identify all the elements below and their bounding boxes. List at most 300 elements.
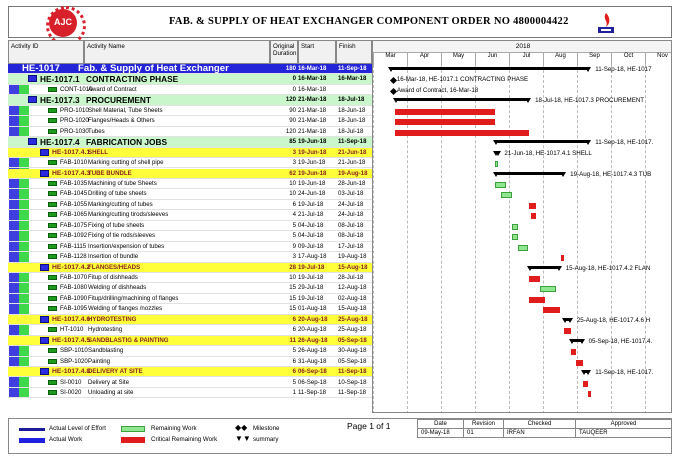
start-date: 17-Aug-18 — [298, 253, 327, 261]
task-icon — [48, 306, 57, 311]
activity-name: TUBE BUNDLE — [88, 169, 132, 177]
duration: 0 — [292, 85, 296, 93]
start-date: 06-Sep-18 — [298, 368, 327, 376]
task-bar[interactable] — [529, 203, 536, 209]
start-date: 26-Aug-18 — [298, 336, 328, 344]
activity-row[interactable] — [8, 283, 372, 293]
activity-row[interactable] — [8, 294, 372, 304]
wbs-summary-row[interactable] — [8, 64, 372, 74]
finish-date: 08-Jul-18 — [338, 221, 364, 229]
duration: 0 — [292, 75, 296, 83]
activity-row[interactable] — [8, 116, 372, 126]
bar-label: 15-Aug-18, HE-1017.4.2 FLAN — [565, 264, 651, 272]
month-gridline — [543, 65, 544, 413]
activity-row[interactable] — [8, 273, 372, 283]
activity-name: Painting — [88, 357, 111, 365]
task-bar[interactable] — [495, 182, 506, 188]
task-icon — [48, 202, 57, 207]
bar-label: Award of Contract, 16-Mar-18 — [396, 86, 479, 94]
activity-id: HE-1017.4.2 — [52, 263, 91, 271]
activity-row[interactable] — [8, 106, 372, 116]
activity-row[interactable] — [8, 357, 372, 367]
start-date: 19-Jul-18 — [298, 200, 324, 208]
finish-date: 24-Jul-18 — [338, 200, 364, 208]
finish-date: 05-Sep-18 — [338, 336, 367, 344]
task-icon — [48, 87, 57, 92]
activity-row[interactable] — [8, 378, 372, 388]
summary-bar[interactable] — [495, 140, 589, 143]
task-bar[interactable] — [512, 234, 518, 240]
activity-id: CONT-1010 — [60, 85, 93, 93]
task-icon — [48, 212, 57, 217]
footer-header-revision: Revision — [464, 420, 504, 429]
activity-id: FAB-1092 — [60, 232, 88, 240]
activity-row[interactable] — [8, 304, 372, 314]
activity-id: FAB-1095 — [60, 305, 88, 313]
finish-date: 11-Sep-18 — [338, 138, 367, 146]
activity-id: FAB-1010 — [60, 159, 88, 167]
task-bar[interactable] — [540, 286, 556, 292]
page-number: Page 1 of 1 — [347, 421, 391, 431]
activity-name: Award of Contract — [88, 85, 137, 93]
month-header: Nov — [645, 53, 672, 65]
bar-label: 25-Aug-18, HE-1017.4.6 H — [576, 316, 651, 324]
activity-id: FAB-1075 — [60, 221, 88, 229]
activity-id: FAB-1090 — [60, 294, 88, 302]
month-header: Oct — [611, 53, 645, 65]
duration: 90 — [289, 117, 296, 125]
col-original-duration[interactable]: Original Duration — [270, 40, 298, 64]
start-date: 20-Aug-18 — [298, 315, 328, 323]
footer-approved: TAUQEER — [576, 429, 672, 438]
duration: 120 — [285, 127, 296, 135]
milestone-icon: ◆◆ — [235, 423, 248, 432]
report-header — [8, 6, 672, 38]
start-date: 09-Jul-18 — [298, 242, 324, 250]
duration: 9 — [292, 242, 296, 250]
bar-label: 11-Sep-18, HE-1017 — [595, 66, 652, 73]
activity-id: HE-1017.3 — [40, 95, 80, 106]
duration: 11 — [289, 336, 296, 344]
month-gridline — [407, 65, 408, 413]
activity-id: SI-0010 — [60, 378, 82, 386]
task-icon — [48, 191, 57, 196]
task-icon — [48, 285, 57, 290]
critical-swatch — [121, 437, 145, 443]
finish-date: 21-Jun-18 — [338, 148, 367, 156]
legend-summary: summary — [253, 436, 279, 443]
milestone-marker[interactable] — [390, 77, 397, 84]
activity-id: SI-0020 — [60, 388, 82, 396]
wbs-summary-row[interactable] — [8, 336, 372, 346]
start-date: 24-Jun-18 — [298, 190, 326, 198]
activity-name: Flanges/Heads & Others — [88, 117, 155, 125]
activity-name: Fixing of tie rods/sleeves — [88, 232, 156, 240]
finish-date: 25-Aug-18 — [338, 326, 367, 334]
wbs-icon — [28, 138, 37, 145]
activity-id: HE-1017.1 — [40, 74, 80, 85]
month-gridline — [475, 65, 476, 413]
task-bar[interactable] — [564, 328, 571, 334]
duration: 15 — [289, 294, 296, 302]
activity-id: FAB-1055 — [60, 200, 88, 208]
duration: 90 — [289, 106, 296, 114]
start-date: 06-Sep-18 — [298, 378, 327, 386]
duration: 5 — [292, 232, 296, 240]
activity-name: PROCUREMENT — [86, 95, 151, 106]
start-date: 04-Jul-18 — [298, 232, 324, 240]
start-date: 01-Aug-18 — [298, 305, 327, 313]
footer-checked: IRFAN — [504, 429, 576, 438]
legend-critical: Critical Remaining Work — [151, 436, 218, 443]
task-bar[interactable] — [576, 360, 582, 366]
duration: 6 — [292, 326, 296, 334]
wbs-icon — [40, 368, 49, 375]
start-date: 21-Mar-18 — [298, 106, 327, 114]
finish-date: 15-Aug-18 — [338, 305, 367, 313]
activity-row[interactable] — [8, 242, 372, 252]
legend-milestone: Milestone — [253, 425, 280, 432]
task-bar[interactable] — [395, 119, 495, 125]
activity-name: Welding of flanges /nozzles — [88, 305, 163, 313]
task-bar[interactable] — [571, 349, 577, 355]
month-header: Aug — [543, 53, 577, 65]
activity-row[interactable] — [8, 210, 372, 220]
task-icon — [48, 160, 57, 165]
month-header: Sep — [577, 53, 611, 65]
wbs-summary-row[interactable] — [8, 148, 372, 158]
activity-row[interactable] — [8, 158, 372, 168]
task-icon — [48, 233, 57, 238]
finish-date: 19-Aug-18 — [338, 253, 367, 261]
start-date: 19-Jun-18 — [298, 179, 326, 187]
wbs-icon — [40, 149, 49, 156]
activity-row[interactable] — [8, 127, 372, 137]
activity-name: Unloading at site — [88, 388, 134, 396]
month-header: Jul — [509, 53, 543, 65]
activity-name: Fitup/drilling/machining of flanges — [88, 294, 179, 302]
footer-revision: 01 — [464, 429, 504, 438]
task-bar[interactable] — [395, 109, 495, 115]
task-bar[interactable] — [583, 381, 589, 387]
finish-date: 21-Jun-18 — [338, 159, 366, 167]
activity-id: HE-1017.4.5 — [52, 336, 91, 344]
activity-id: PRO-1020 — [60, 117, 89, 125]
activity-name: Insertion/expension of tubes — [88, 242, 165, 250]
start-date: 20-Aug-18 — [298, 326, 327, 334]
duration: 10 — [289, 179, 296, 187]
col-activity-id[interactable]: Activity ID — [8, 40, 84, 64]
activity-row[interactable] — [8, 189, 372, 199]
activity-name: Drilling of tube sheets — [88, 190, 147, 198]
duration: 1 — [292, 388, 296, 396]
activity-name: Delivery at Site — [88, 378, 129, 386]
activity-row[interactable] — [8, 325, 372, 335]
month-gridline — [373, 65, 374, 413]
finish-date: 11-Sep-18 — [338, 64, 366, 74]
task-bar[interactable] — [543, 307, 560, 313]
bar-label: 11-Sep-18, HE-1017. — [595, 139, 654, 147]
finish-date: 28-Jul-18 — [338, 274, 364, 281]
activity-name: CONTRACTING PHASE — [86, 74, 179, 85]
bar-label: 19-Aug-18, HE-1017.4.3 TUB — [570, 170, 652, 178]
task-icon — [48, 380, 57, 385]
wbs-icon — [28, 96, 37, 103]
finish-date: 05-Sep-18 — [338, 357, 367, 365]
year-header: 2018 — [373, 41, 672, 53]
task-bar[interactable] — [588, 391, 591, 397]
month-gridline — [509, 65, 510, 413]
finish-date: 10-Sep-18 — [338, 378, 367, 386]
wbs-summary-row[interactable] — [8, 137, 372, 147]
duration: 5 — [292, 221, 296, 229]
duration: 3 — [292, 253, 296, 261]
activity-name: DELIVERY AT SITE — [88, 368, 143, 376]
duration: 5 — [292, 347, 296, 355]
activity-name: Shell Material, Tube Sheets — [88, 106, 163, 114]
duration: 15 — [289, 284, 296, 292]
start-date: 21-Mar-18 — [298, 117, 327, 125]
duration: 120 — [285, 96, 296, 104]
bar-label: 21-Jun-18, HE-1017.4.1 SHELL — [504, 149, 592, 157]
task-icon — [48, 108, 57, 113]
start-date: 21-Jul-18 — [298, 211, 324, 219]
activity-name: FLANGES/HEADS — [88, 263, 141, 271]
duration: 28 — [289, 263, 296, 271]
finish-date: 11-Sep-18 — [338, 388, 367, 396]
start-date: 19-Jun-18 — [298, 138, 327, 146]
start-date: 19-Jul-18 — [298, 294, 324, 302]
summary-bar[interactable] — [583, 370, 590, 373]
activity-row[interactable] — [8, 221, 372, 231]
finish-date: 30-Aug-18 — [338, 347, 367, 355]
activity-id: HE-1017 — [22, 64, 60, 74]
activity-id: PRO-1030 — [60, 127, 89, 135]
company-logo: AJC — [49, 9, 77, 37]
summary-icon: ▼▼ — [235, 434, 251, 443]
task-icon — [48, 327, 57, 332]
legend-actual-work: Actual Work — [49, 436, 83, 443]
start-date: 31-Aug-18 — [298, 357, 327, 365]
activity-name: Machining of tube Sheets — [88, 179, 157, 187]
start-date: 19-Jun-18 — [298, 148, 327, 156]
legend-remaining: Remaining Work — [151, 425, 197, 432]
activity-name: Sandblasting — [88, 347, 124, 355]
start-date: 04-Jul-18 — [298, 221, 324, 229]
task-bar[interactable] — [529, 297, 545, 303]
finish-date: 11-Sep-18 — [338, 368, 367, 376]
summary-bar[interactable] — [571, 339, 583, 342]
task-icon — [48, 223, 57, 228]
activity-id: FAB-1045 — [60, 190, 88, 198]
activity-name: Marking/cutting tirods/sleeves — [88, 211, 169, 219]
gantt-chart — [372, 40, 672, 413]
actual-work-swatch — [19, 438, 45, 443]
activity-row[interactable] — [8, 346, 372, 356]
wbs-icon — [28, 75, 37, 82]
duration: 85 — [289, 138, 296, 146]
summary-bar[interactable] — [495, 172, 564, 175]
wbs-summary-row[interactable] — [8, 367, 372, 377]
bar-label: 11-Sep-18, HE-1017. — [595, 369, 654, 377]
start-date: 19-Jun-18 — [298, 159, 326, 167]
task-bar[interactable] — [518, 245, 528, 251]
duration: 15 — [289, 305, 296, 313]
task-icon — [48, 390, 57, 395]
activity-id: PRO-1010 — [60, 106, 89, 114]
activity-name: Fitup of dishheads — [88, 274, 138, 281]
activity-row[interactable] — [8, 252, 372, 262]
wbs-summary-row[interactable] — [8, 95, 372, 105]
activity-row[interactable] — [8, 231, 372, 241]
task-icon — [48, 296, 57, 301]
activity-id: FAB-1128 — [60, 253, 87, 261]
month-header: Apr — [407, 53, 441, 65]
start-date: 16-Mar-18 — [298, 85, 327, 93]
duration: 6 — [292, 315, 296, 323]
summary-bar[interactable] — [395, 98, 529, 101]
col-activity-name[interactable]: Activity Name — [84, 40, 270, 64]
start-date: 26-Aug-18 — [298, 347, 327, 355]
footer-header-date: Date — [418, 420, 464, 429]
legend-actual-level: Actual Level of Effort — [49, 425, 106, 432]
col-start[interactable]: Start — [298, 40, 336, 64]
activity-id: SBP-1010 — [60, 347, 88, 355]
wbs-summary-row[interactable] — [8, 169, 372, 179]
month-gridline — [611, 65, 612, 413]
task-icon — [48, 244, 57, 249]
activity-row[interactable] — [8, 200, 372, 210]
activity-row[interactable] — [8, 179, 372, 189]
finish-date: 25-Aug-18 — [338, 315, 368, 323]
activity-name: Fixing of tube sheets — [88, 221, 145, 229]
start-date: 21-Mar-18 — [298, 96, 327, 104]
client-logo-icon — [595, 11, 617, 35]
start-date: 11-Sep-18 — [298, 388, 327, 396]
remaining-swatch — [121, 426, 145, 432]
wbs-summary-row[interactable] — [8, 263, 372, 273]
duration: 10 — [289, 190, 296, 198]
wbs-summary-row[interactable] — [8, 74, 372, 84]
activity-id: HE-1017.4.8 — [52, 368, 91, 376]
activity-name: Marking/cutting of tubes — [88, 200, 153, 208]
summary-bar[interactable] — [529, 266, 560, 269]
activity-id: FAB-1065 — [60, 211, 88, 219]
bar-label: 18-Jul-18, HE-1017.3 PROCUREMENT — [535, 97, 645, 105]
task-bar[interactable] — [529, 276, 540, 282]
activity-id: FAB-1035 — [60, 179, 88, 187]
duration: 4 — [292, 211, 296, 219]
activity-row[interactable] — [8, 388, 372, 398]
month-header: Jun — [475, 53, 509, 65]
finish-date: 19-Aug-18 — [338, 169, 368, 177]
task-bar[interactable] — [512, 224, 518, 230]
finish-date: 17-Jul-18 — [338, 242, 364, 250]
finish-date: 03-Jul-18 — [338, 190, 364, 198]
activity-id: HT-1010 — [60, 326, 84, 334]
duration: 6 — [292, 368, 296, 376]
finish-date: 28-Jun-18 — [338, 179, 366, 187]
summary-bar[interactable] — [495, 151, 499, 154]
start-date: 19-Jul-18 — [298, 263, 325, 271]
wbs-icon — [40, 316, 49, 323]
duration: 3 — [292, 148, 296, 156]
month-gridline — [441, 65, 442, 413]
task-bar[interactable] — [561, 255, 564, 261]
month-header: Mar — [373, 53, 407, 65]
summary-bar[interactable] — [564, 318, 571, 321]
activity-name: Hydrotesting — [88, 326, 123, 334]
wbs-icon — [40, 264, 49, 271]
task-bar[interactable] — [395, 130, 529, 136]
duration: 180 — [270, 64, 296, 74]
task-bar[interactable] — [495, 161, 498, 167]
task-bar[interactable] — [501, 192, 513, 198]
activity-id: HE-1017.4.1 — [52, 148, 91, 156]
activity-name: SANDBLASTIG & PAINTING — [88, 336, 169, 344]
activity-name: Fab. & Supply of Heat Exchanger — [78, 64, 229, 74]
wbs-summary-row[interactable] — [8, 315, 372, 325]
duration: 6 — [292, 200, 296, 208]
task-icon — [48, 359, 57, 364]
wbs-icon — [40, 337, 49, 344]
activity-name: Insertion of bundle — [88, 253, 139, 261]
duration: 3 — [292, 159, 296, 167]
activity-name: FABRICATION JOBS — [86, 137, 167, 148]
start-date: 19-Jun-18 — [298, 169, 327, 177]
task-icon — [48, 181, 57, 186]
activity-name: Tubes — [88, 127, 105, 135]
activity-id: FAB-1080 — [60, 284, 88, 292]
task-icon — [48, 129, 57, 134]
task-bar[interactable] — [531, 213, 535, 219]
activity-name: Marking cutting of shell pipe — [88, 159, 164, 167]
start-date: 19-Jul-18 — [298, 274, 324, 281]
duration: 6 — [292, 357, 296, 365]
activity-id: SBP-1020 — [60, 357, 88, 365]
revision-table — [417, 419, 672, 438]
col-finish[interactable]: Finish — [336, 40, 372, 64]
legend — [8, 418, 672, 454]
activity-name: SHELL — [88, 148, 108, 156]
finish-date: 16-Mar-18 — [338, 75, 367, 83]
finish-date: 08-Jul-18 — [338, 232, 364, 240]
finish-date: 15-Aug-18 — [338, 263, 368, 271]
activity-id: HE-1017.4.3 — [52, 169, 91, 177]
start-date: 29-Jul-18 — [298, 284, 324, 292]
finish-date: 18-Jul-18 — [338, 127, 364, 135]
footer-header-checked: Checked — [504, 420, 576, 429]
wbs-icon — [40, 170, 49, 177]
start-date: 16-Mar-18 — [298, 75, 327, 83]
task-icon — [48, 348, 57, 353]
finish-date: 18-Jun-18 — [338, 117, 366, 125]
summary-bar[interactable] — [390, 67, 590, 70]
milestone-marker[interactable] — [390, 88, 397, 95]
page-title: FAB. & SUPPLY OF HEAT EXCHANGER COMPONENT ORDER NO 4800004422 — [169, 16, 569, 27]
duration: 62 — [289, 169, 296, 177]
activity-id: HE-1017.4.6 — [52, 315, 91, 323]
footer-header-approved: Approved — [576, 420, 672, 429]
finish-date: 18-Jun-18 — [338, 106, 366, 114]
activity-id: HE-1017.4 — [40, 137, 80, 148]
bar-label: 05-Sep-18, HE-1017.4. — [588, 337, 653, 345]
activity-id: FAB-1115 — [60, 242, 87, 250]
activity-row[interactable] — [8, 85, 372, 95]
finish-date: 02-Aug-18 — [338, 294, 367, 302]
month-gridline — [645, 65, 646, 413]
duration: 10 — [289, 274, 296, 281]
